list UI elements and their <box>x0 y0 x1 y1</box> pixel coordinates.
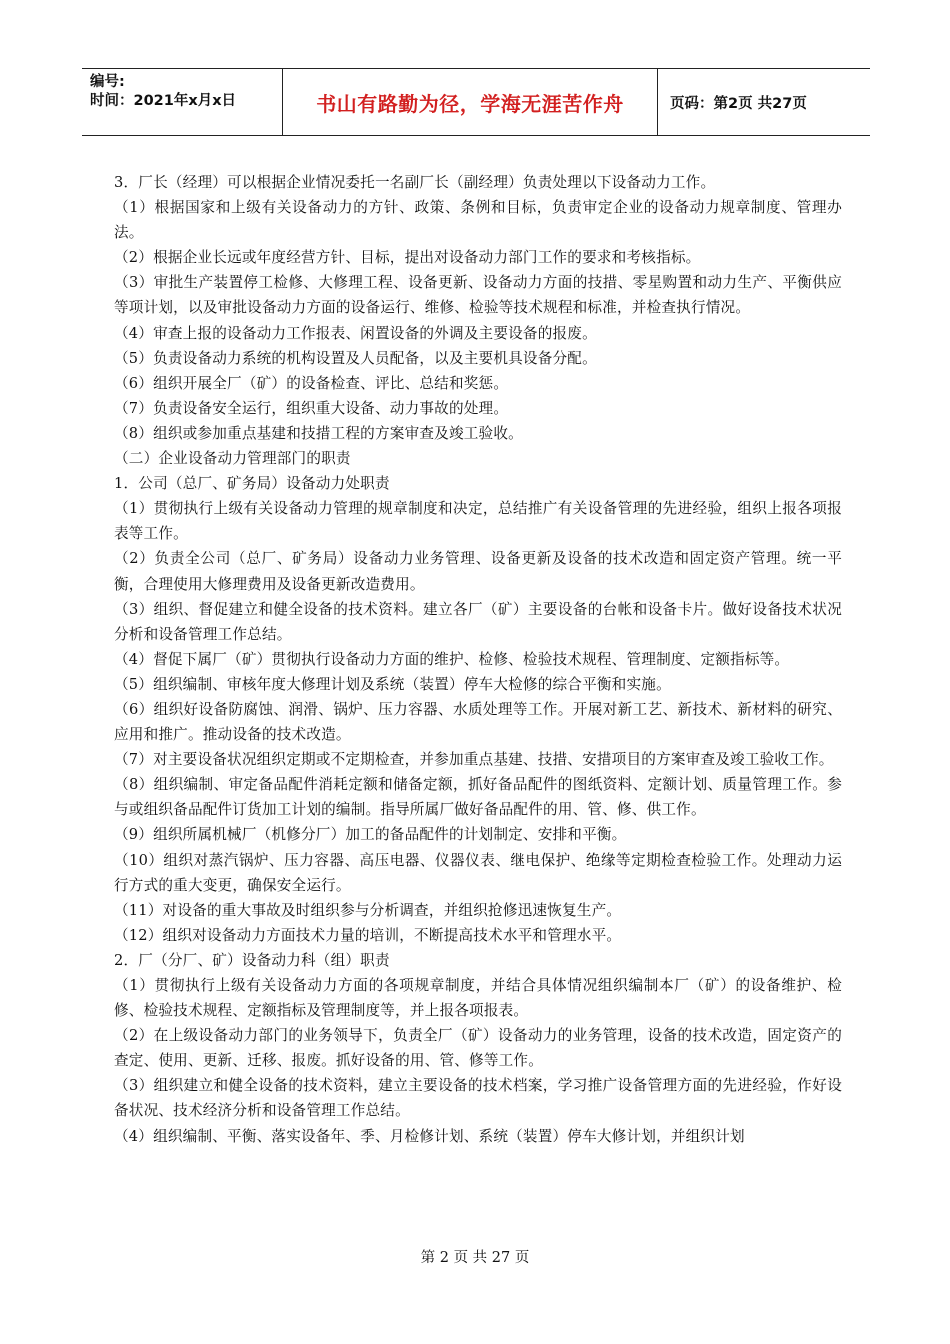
body-paragraph: （4）督促下属厂（矿）贯彻执行设备动力方面的维护、检修、检验技术规程、管理制度、定额指标等。 <box>114 650 790 668</box>
body-paragraph: （8）组织或参加重点基建和技措工程的方案审查及竣工验收。 <box>114 424 523 442</box>
body-paragraph: （2）根据企业长远或年度经营方针、目标，提出对设备动力部门工作的要求和考核指标。 <box>114 249 701 267</box>
body-paragraph: 2．厂（分厂、矿）设备动力科（组）职责 <box>114 951 390 969</box>
body-paragraph: （4）组织编制、平衡、落实设备年、季、月检修计划、系统（装置）停车大修计划，并组织计划 <box>114 1127 745 1145</box>
body-paragraph: （12）组织对设备动力方面技术力量的培训，不断提高技术水平和管理水平。 <box>114 926 622 944</box>
body-paragraph: （3）组织、督促建立和健全设备的技术资料。建立各厂（矿）主要设备的台帐和设备卡片。做好设备技术状况分析和设备管理工作总结。 <box>114 600 842 643</box>
body-paragraph: （3）组织建立和健全设备的技术资料，建立主要设备的技术档案，学习推广设备管理方面的先进经验，作好设备状况、技术经济分析和设备管理工作总结。 <box>114 1077 842 1120</box>
body-paragraph: （2）在上级设备动力部门的业务领导下，负责全厂（矿）设备动力的业务管理，设备的技术改造，固定资产的查定、使用、更新、迁移、报废。抓好设备的用、管、修等工作。 <box>114 1027 842 1070</box>
document-number-label: 编号: <box>90 74 125 90</box>
page-header <box>82 68 870 136</box>
body-paragraph: （9）组织所属机械厂（机修分厂）加工的备品配件的计划制定、安排和平衡。 <box>114 826 627 844</box>
body-paragraph: （8）组织编制、审定备品配件消耗定额和储备定额，抓好备品配件的图纸资料、定额计划、质量管理工作。参与或组织备品配件订货加工计划的编制。指导所属厂做好备品配件的用、管、修、供工作。 <box>114 776 842 819</box>
body-paragraph: （1）根据国家和上级有关设备动力的方针、政策、条例和目标，负责审定企业的设备动力规章制度、管理办法。 <box>114 199 842 242</box>
body-paragraph: （1）贯彻执行上级有关设备动力方面的各项规章制度，并结合具体情况组织编制本厂（矿）的设备维护、检修、检验技术规程、定额指标及管理制度等，并上报各项报表。 <box>114 977 842 1020</box>
body-paragraph: （5）负责设备动力系统的机构设置及人员配备，以及主要机具设备分配。 <box>114 349 597 367</box>
body-paragraph: （7）对主要设备状况组织定期或不定期检查，并参加重点基建、技措、安措项目的方案审查及竣工验收工作。 <box>114 751 834 769</box>
header-meta <box>82 69 282 135</box>
body-paragraph: （二）企业设备动力管理部门的职责 <box>114 450 351 468</box>
body-paragraph: （1）贯彻执行上级有关设备动力管理的规章制度和决定，总结推广有关设备管理的先进经验，组织上报各项报表等工作。 <box>114 500 842 543</box>
body-paragraph: （5）组织编制、审核年度大修理计划及系统（装置）停车大检修的综合平衡和实施。 <box>114 675 671 693</box>
body-paragraph: （6）组织好设备防腐蚀、润滑、锅炉、压力容器、水质处理等工作。开展对新工艺、新技术、新材料的研究、应用和推广。推动设备的技术改造。 <box>114 700 842 744</box>
body-paragraph: （3）审批生产装置停工检修、大修理工程、设备更新、设备动力方面的技措、零星购置和动力生产、平衡供应等项计划，以及审批设备动力方面的设备运行、维修、检验等技术规程和标准，并检查执行情况。 <box>114 274 842 317</box>
header-page-number: 页码：第2页 共27页 <box>670 95 807 112</box>
body-paragraph: （4）审查上报的设备动力工作报表、闲置设备的外调及主要设备的报废。 <box>114 324 597 342</box>
document-date: 时间：2021年x月x日 <box>90 93 237 109</box>
body-paragraph: （2）负责全公司（总厂、矿务局）设备动力业务管理、设备更新及设备的技术改造和固定资产管理。统一平衡，合理使用大修理费用及设备更新改造费用。 <box>114 550 842 593</box>
body-paragraph: 1．公司（总厂、矿务局）设备动力处职责 <box>114 475 390 493</box>
header-motto: 书山有路勤为径，学海无涯苦作舟 <box>282 69 658 135</box>
body-paragraph: （10）组织对蒸汽锅炉、压力容器、高压电器、仪器仪表、继电保护、绝缘等定期检查检验工作。处理动力运行方式的重大变更，确保安全运行。 <box>114 851 842 894</box>
document-body <box>114 170 842 1149</box>
body-paragraph: （7）负责设备安全运行，组织重大设备、动力事故的处理。 <box>114 399 509 417</box>
page-footer: 第 2 页 共 27 页 <box>420 1250 530 1266</box>
body-paragraph: （6）组织开展全厂（矿）的设备检查、评比、总结和奖惩。 <box>114 374 509 392</box>
body-paragraph: 3．厂长（经理）可以根据企业情况委托一名副厂长（副经理）负责处理以下设备动力工作。 <box>114 174 716 191</box>
body-paragraph: （11）对设备的重大事故及时组织参与分析调查，并组织抢修迅速恢复生产。 <box>114 901 622 919</box>
